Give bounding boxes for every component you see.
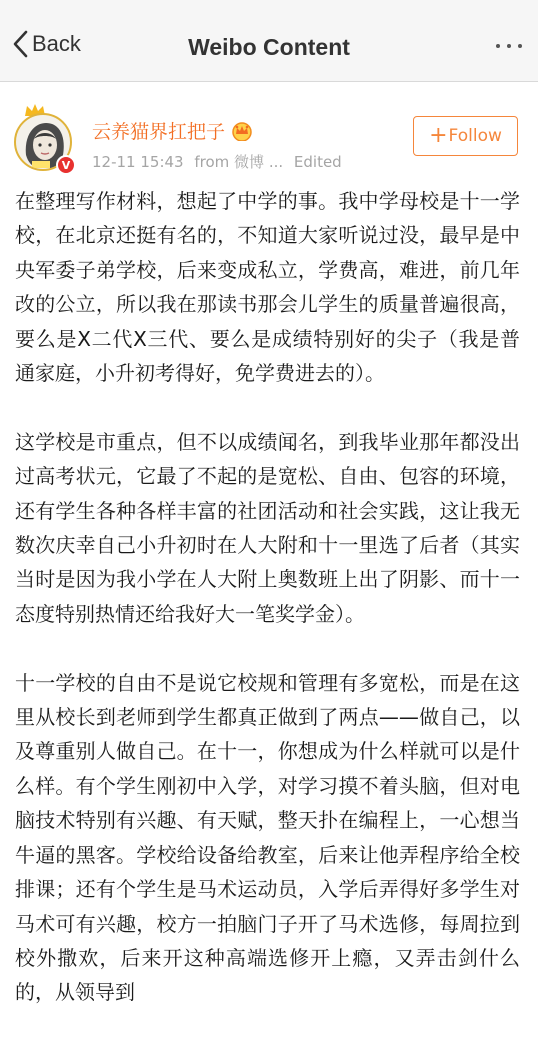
more-options-icon[interactable] (496, 44, 522, 48)
edited-label[interactable]: Edited (293, 153, 342, 171)
page-title: Weibo Content (188, 34, 350, 60)
post-paragraph: 十一学校的自由不是说它校规和管理有多宽松，而是在这里从校长到老师到学生都真正做到了两点——做自己，以及尊重别人做自己。在十一，你想成为什么样就可以是什么样。有个学生刚初中入学，对学习摸不着头脑，但对电脑技术特别有兴趣、有天赋，整天扑在编程上，一心想当牛逼的黑客。学校给设备给教室，后来让他弄程序给全校排课；还有个学生是马术运动员，入学后弄得好多学生对马术可有兴趣，校方一拍脑门子开了马术选修，每周拉到校外撒欢，后来开这种高端选修开上瘾，又弄击剑什么的，从领导到 (15, 670, 520, 1005)
vip-crown-icon (231, 121, 253, 141)
post-header (0, 95, 538, 180)
back-label: Back (32, 31, 81, 56)
post-meta (92, 151, 348, 172)
follow-button[interactable] (413, 116, 518, 156)
verified-badge-icon: V (56, 155, 76, 175)
navigation-bar (0, 0, 538, 82)
post-content (15, 184, 520, 1044)
post-paragraph: 在整理写作材料，想起了中学的事。我中学母校是十一学校，在北京还挺有名的，不知道大家听说过没，最早是中央军委子弟学校，后来变成私立，学费高，难进，前几年改的公立，所以我在那读书那会儿学生的质量普遍很高，要么是X二代X三代、要么是成绩特别好的尖子（我是普通家庭，小升初考得好，免学费进去的）。 (15, 189, 520, 386)
avatar[interactable] (14, 103, 76, 177)
post-timestamp: 12-11 15:43 (92, 153, 184, 171)
username[interactable] (92, 117, 253, 144)
follow-label: Follow (448, 126, 502, 146)
post-source[interactable]: from 微博 ... (194, 153, 284, 171)
plus-icon: + (429, 123, 448, 148)
username-text: 云养猫界扛把子 (92, 121, 226, 143)
post-paragraph: 这学校是市重点，但不以成绩闻名，到我毕业那年都没出过高考状元，它最了不起的是宽松、自由、包容的环境，还有学生各种各样丰富的社团活动和社会实践，这让我无数次庆幸自己小升初时在人大附和十一里选了后者（其实当时是因为我小学在人大附上奥数班上出了阴影、而十一态度特别热情还给我好大一笔奖学金）。 (15, 429, 520, 626)
